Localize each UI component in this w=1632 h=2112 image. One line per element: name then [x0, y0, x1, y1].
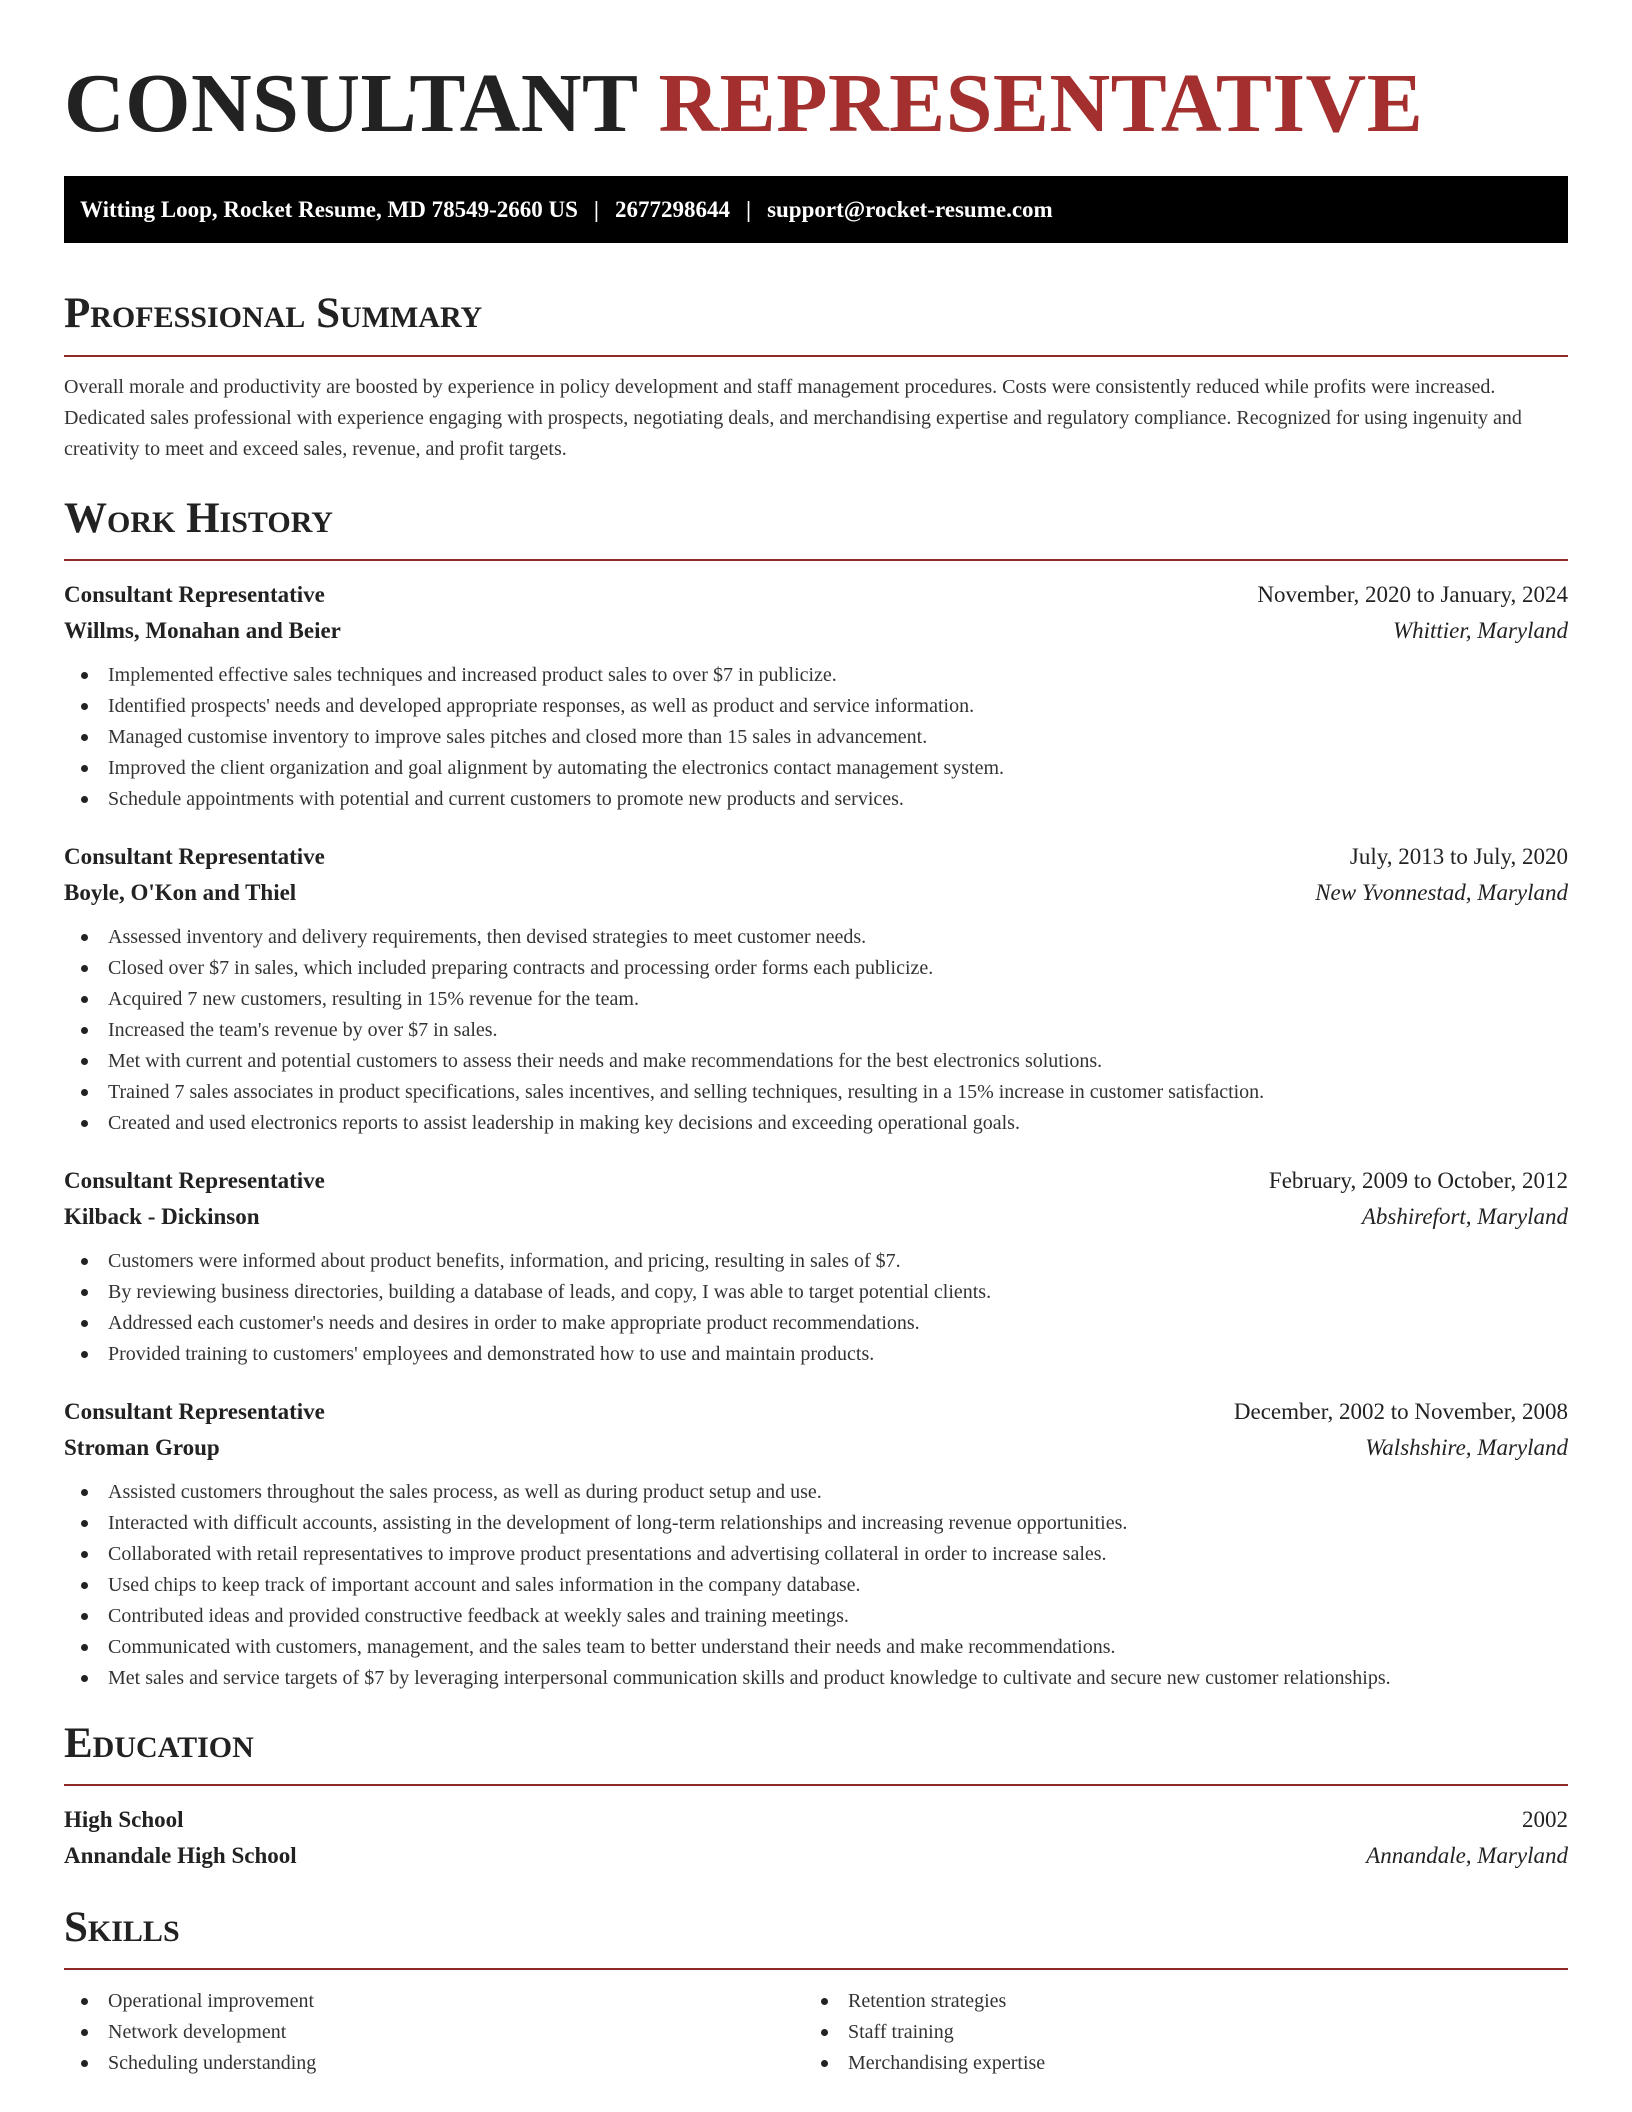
job-subheader: [64, 1199, 1568, 1235]
education-header: [64, 1802, 1568, 1838]
job-bullets: [64, 660, 1568, 815]
job-bullets: [64, 1246, 1568, 1370]
job-bullet: Interacted with difficult accounts, assisting in the development of long-term relationships and increasing revenue opportunities.: [64, 1508, 1568, 1539]
job-location: New Yvonnestad, Maryland: [1315, 880, 1568, 905]
job-bullet: Managed customise inventory to improve sales pitches and closed more than 15 sales in advancement.: [64, 722, 1568, 753]
education-section: [64, 1718, 1568, 1874]
job-bullet: Met sales and service targets of $7 by leveraging interpersonal communication skills and product knowledge to cultivate and secure new customer relationships.: [64, 1663, 1568, 1694]
section-title-skills: Skills: [64, 1904, 180, 1951]
candidate-name: [64, 0, 1568, 151]
job-company: Stroman Group: [64, 1435, 220, 1460]
job-bullet: Addressed each customer's needs and desires in order to make appropriate product recommendations.: [64, 1308, 1568, 1339]
job-dates: December, 2002 to November, 2008: [1233, 1399, 1568, 1424]
section-divider: [64, 559, 1568, 561]
contact-bar: [64, 176, 1568, 243]
job-bullets: [64, 1477, 1568, 1694]
job-bullet: Acquired 7 new customers, resulting in 15% revenue for the team.: [64, 984, 1568, 1015]
last-name: REPRESENTATIVE: [658, 57, 1424, 150]
job-subheader: [64, 1430, 1568, 1466]
job-dates: February, 2009 to October, 2012: [1268, 1168, 1568, 1193]
job-bullet: Schedule appointments with potential and current customers to promote new products and services.: [64, 784, 1568, 815]
job-bullet: Collaborated with retail representatives to improve product presentations and advertising collateral in order to increase sales.: [64, 1539, 1568, 1570]
education-year: 2002: [1522, 1807, 1568, 1832]
job-bullet: Provided training to customers' employees and demonstrated how to use and maintain products.: [64, 1339, 1568, 1370]
job-title: Consultant Representative: [64, 844, 325, 869]
job-location: Whittier, Maryland: [1392, 618, 1568, 643]
job-company: Kilback - Dickinson: [64, 1204, 260, 1229]
education-degree: High School: [64, 1807, 184, 1832]
job-dates: November, 2020 to January, 2024: [1257, 582, 1568, 607]
skills-section: [64, 1902, 1568, 2079]
first-name: CONSULTANT: [64, 57, 639, 150]
job-location: Abshirefort, Maryland: [1361, 1204, 1568, 1229]
education-entry: [64, 1802, 1568, 1874]
job-bullet: By reviewing business directories, building a database of leads, and copy, I was able to target potential clients.: [64, 1277, 1568, 1308]
skills-column-right: [804, 1986, 1544, 2079]
job-title: Consultant Representative: [64, 1399, 325, 1424]
job-dates: July, 2013 to July, 2020: [1349, 844, 1568, 869]
skills-list: [64, 1986, 1568, 2079]
job-bullet: Identified prospects' needs and developed appropriate responses, as well as product and service information.: [64, 691, 1568, 722]
contact-phone: 2677298644: [614, 197, 730, 222]
job-bullet: Trained 7 sales associates in product specifications, sales incentives, and selling techniques, resulting in a 15% increase in customer satisfaction.: [64, 1077, 1568, 1108]
summary-text: Overall morale and productivity are boosted by experience in policy development and staff management procedures. Costs were consistently reduced while profits were increased. Dedicated sales professional with experience engaging with prospects, negotiating deals, and merchandising expertise and regulatory compliance. Recognized for using ingenuity and creativity to meet and exceed sales, revenue, and profit targets.: [64, 376, 1522, 460]
job-bullet: Closed over $7 in sales, which included preparing contracts and processing order forms each publicize.: [64, 953, 1568, 984]
skill-item: Staff training: [804, 2017, 1544, 2048]
job-title: Consultant Representative: [64, 1168, 325, 1193]
job-bullet: Met with current and potential customers to assess their needs and make recommendations for the best electronics solutions.: [64, 1046, 1568, 1077]
job-bullet: Customers were informed about product benefits, information, and pricing, resulting in sales of $7.: [64, 1246, 1568, 1277]
job-bullet: Implemented effective sales techniques and increased product sales to over $7 in publicize.: [64, 660, 1568, 691]
contact-separator: |: [593, 197, 599, 222]
skills-column-left: [64, 1986, 804, 2079]
section-title-summary: Professional Summary: [64, 290, 483, 337]
job-bullets: [64, 922, 1568, 1139]
job-header: [64, 577, 1568, 613]
job-subheader: [64, 875, 1568, 911]
contact-address: Witting Loop, Rocket Resume, MD 78549-2660 US: [80, 197, 578, 222]
job-title: Consultant Representative: [64, 582, 325, 607]
job-entry: [64, 577, 1568, 815]
resume-page: [64, 0, 1568, 2079]
job-company: Boyle, O'Kon and Thiel: [64, 880, 297, 905]
work-history-section: [64, 493, 1568, 1694]
job-bullet: Contributed ideas and provided constructive feedback at weekly sales and training meetings.: [64, 1601, 1568, 1632]
skill-item: Operational improvement: [64, 1986, 804, 2017]
job-header: [64, 839, 1568, 875]
section-divider: [64, 1968, 1568, 1970]
skill-item: Retention strategies: [804, 1986, 1544, 2017]
section-title-education: Education: [64, 1720, 254, 1767]
job-entry: [64, 1163, 1568, 1370]
job-company: Willms, Monahan and Beier: [64, 618, 341, 643]
education-subheader: [64, 1838, 1568, 1874]
job-location: Walshshire, Maryland: [1365, 1435, 1568, 1460]
skill-item: Scheduling understanding: [64, 2048, 804, 2079]
job-subheader: [64, 613, 1568, 649]
job-bullet: Used chips to keep track of important account and sales information in the company database.: [64, 1570, 1568, 1601]
education-location: Annandale, Maryland: [1366, 1843, 1568, 1868]
contact-separator: |: [745, 197, 752, 222]
contact-email: support@rocket-resume.com: [767, 197, 1053, 222]
summary-section: [64, 288, 1568, 465]
section-title-work-history: Work History: [64, 495, 333, 542]
job-bullet: Assisted customers throughout the sales process, as well as during product setup and use.: [64, 1477, 1568, 1508]
job-bullet: Communicated with customers, management, and the sales team to better understand their needs and make recommendations.: [64, 1632, 1568, 1663]
job-header: [64, 1163, 1568, 1199]
job-bullet: Assessed inventory and delivery requirements, then devised strategies to meet customer needs.: [64, 922, 1568, 953]
education-school: Annandale High School: [64, 1843, 297, 1868]
job-entry: [64, 839, 1568, 1139]
section-divider: [64, 355, 1568, 357]
job-header: [64, 1394, 1568, 1430]
skill-item: Network development: [64, 2017, 804, 2048]
job-bullet: Increased the team's revenue by over $7 in sales.: [64, 1015, 1568, 1046]
job-bullet: Created and used electronics reports to assist leadership in making key decisions and exceeding operational goals.: [64, 1108, 1568, 1139]
job-bullet: Improved the client organization and goal alignment by automating the electronics contact management system.: [64, 753, 1568, 784]
section-divider: [64, 1784, 1568, 1786]
job-entry: [64, 1394, 1568, 1694]
skill-item: Merchandising expertise: [804, 2048, 1544, 2079]
